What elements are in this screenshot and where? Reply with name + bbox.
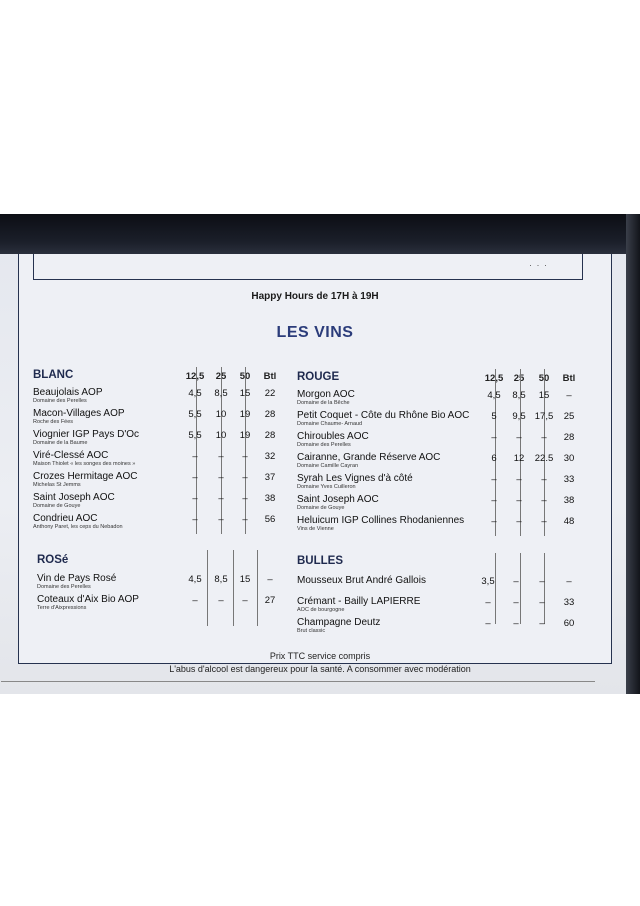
rouge-wine-name: Syrah Les Vignes d'à côté	[297, 473, 413, 484]
blanc-price-Btl: 28	[264, 430, 276, 441]
menu-photo	[0, 214, 640, 694]
blanc-wine-name: Condrieu AOC	[33, 513, 98, 524]
bulles-divider-0	[495, 553, 496, 624]
rose-wine-name: Vin de Pays Rosé	[37, 573, 117, 584]
blanc-col-0: 12,5	[185, 371, 205, 382]
rose-price-12-5: –	[192, 595, 198, 606]
blanc-wine-producer: Domaine des Perelles	[33, 398, 87, 404]
rose-price-12-5: 4,5	[188, 574, 202, 585]
rose-wine-name: Coteaux d'Aix Bio AOP	[37, 594, 139, 605]
blanc-price-25: –	[218, 493, 224, 504]
rouge-price-50: 17,5	[534, 411, 554, 422]
rouge-price-12-5: –	[491, 495, 497, 506]
rouge-price-12-5: 5	[491, 411, 497, 422]
rose-price-50: 15	[239, 574, 251, 585]
blanc-price-25: –	[218, 472, 224, 483]
blanc-price-25: 10	[215, 409, 227, 420]
bulles-price-25: –	[513, 576, 519, 587]
rouge-price-Btl: 33	[563, 474, 575, 485]
blanc-price-12-5: 5,5	[188, 409, 202, 420]
blanc-col-3: Btl	[263, 371, 277, 382]
wine-menu-card	[18, 254, 612, 664]
rouge-price-50: 15	[538, 390, 550, 401]
blanc-wine-name: Viré-Clessé AOC	[33, 450, 109, 461]
bulles-wine-producer: Brut classic	[297, 628, 326, 634]
footer-divider	[1, 681, 595, 682]
blanc-price-12-5: 5,5	[188, 430, 202, 441]
rouge-price-Btl: –	[566, 390, 572, 401]
bulles-price-Btl: 33	[563, 597, 575, 608]
rouge-wine-producer: Domaine Camille Cayran	[297, 463, 359, 469]
rouge-price-25: 8,5	[512, 390, 526, 401]
blanc-price-Btl: 32	[264, 451, 276, 462]
rouge-price-Btl: 38	[563, 495, 575, 506]
rouge-price-Btl: 30	[563, 453, 575, 464]
blanc-price-50: –	[242, 514, 248, 525]
rouge-price-25: –	[516, 432, 522, 443]
rouge-price-25: 12	[513, 453, 525, 464]
rouge-wine-producer: Domaine des Perelles	[297, 442, 351, 448]
bulles-price-25: –	[513, 597, 519, 608]
rouge-price-25: –	[516, 495, 522, 506]
rouge-price-Btl: 28	[563, 432, 575, 443]
bulles-price-Btl: –	[566, 576, 572, 587]
rouge-price-12-5: –	[491, 474, 497, 485]
rouge-wine-producer: Domaine de Gouye	[297, 505, 345, 511]
previous-section-box	[33, 254, 583, 280]
rouge-price-50: –	[541, 495, 547, 506]
blanc-wine-name: Crozes Hermitage AOC	[33, 471, 138, 482]
blanc-col-2: 50	[239, 371, 251, 382]
blanc-price-50: –	[242, 472, 248, 483]
bulles-price-12-5: –	[485, 597, 491, 608]
blanc-wine-name: Macon-Villages AOP	[33, 408, 125, 419]
blanc-price-12-5: –	[192, 514, 198, 525]
rose-divider-2	[257, 550, 258, 626]
rouge-price-Btl: 48	[563, 516, 575, 527]
bulles-wine-name: Champagne Deutz	[297, 617, 381, 628]
rose-wine-producer: Domaine des Perelles	[37, 584, 91, 590]
blanc-price-50: 19	[239, 430, 251, 441]
blanc-wine-producer: Roche des Fées	[33, 419, 74, 425]
rose-price-25: –	[218, 595, 224, 606]
rose-price-25: 8,5	[214, 574, 228, 585]
rose-divider-0	[207, 550, 208, 626]
previous-section-fragment: · · ·	[529, 260, 548, 270]
screen-bezel-right	[626, 214, 640, 694]
bulles-divider-2	[544, 553, 545, 624]
blanc-price-25: –	[218, 451, 224, 462]
blanc-wine-name: Saint Joseph AOC	[33, 492, 115, 503]
bulles-price-12-5: –	[485, 618, 491, 629]
bulles-price-25: –	[513, 618, 519, 629]
bulles-divider-1	[520, 553, 521, 624]
blanc-price-50: 19	[239, 409, 251, 420]
rouge-wine-name: Saint Joseph AOC	[297, 494, 379, 505]
rose-price-50: –	[242, 595, 248, 606]
rouge-wine-name: Morgon AOC	[297, 389, 355, 400]
rouge-wine-name: Heluicum IGP Collines Rhodaniennes	[297, 515, 465, 526]
happy-hours-label: Happy Hours de 17H à 19H	[251, 291, 379, 302]
blanc-price-12-5: 4,5	[188, 388, 202, 399]
blanc-wine-producer: Anthony Paret, les ceps du Nebadon	[33, 524, 123, 530]
blanc-price-50: –	[242, 493, 248, 504]
rouge-price-12-5: 4,5	[487, 390, 501, 401]
rouge-price-25: –	[516, 516, 522, 527]
blanc-price-12-5: –	[192, 472, 198, 483]
blanc-price-Btl: 38	[264, 493, 276, 504]
rose-heading: ROSé	[37, 554, 69, 566]
bulles-price-50: –	[539, 618, 545, 629]
blanc-price-25: 8,5	[214, 388, 228, 399]
rose-price-Btl: –	[267, 574, 273, 585]
bulles-price-50: –	[539, 597, 545, 608]
bulles-price-12-5: 3,5	[481, 576, 495, 587]
screen-bezel	[0, 214, 640, 254]
rouge-wine-producer: Domaine Yves Cuilleron	[297, 484, 356, 490]
blanc-wine-name: Viognier IGP Pays D'Oc	[33, 429, 140, 440]
footer-alcohol-warning: L'abus d'alcool est dangereux pour la santé. A consommer avec modération	[169, 664, 471, 674]
rouge-wine-name: Chiroubles AOC	[297, 431, 369, 442]
rouge-price-25: –	[516, 474, 522, 485]
bulles-wine-producer: AOC de bourgogne	[297, 607, 345, 613]
rouge-price-12-5: –	[491, 432, 497, 443]
blanc-heading: BLANC	[33, 369, 74, 381]
bulles-price-50: –	[539, 576, 545, 587]
rouge-price-25: 9,5	[512, 411, 526, 422]
rose-price-Btl: 27	[264, 595, 276, 606]
blanc-price-50: –	[242, 451, 248, 462]
blanc-price-Btl: 22	[264, 388, 276, 399]
blanc-price-Btl: 37	[264, 472, 276, 483]
rouge-col-0: 12,5	[484, 373, 504, 384]
rouge-price-50: –	[541, 474, 547, 485]
blanc-price-Btl: 28	[264, 409, 276, 420]
bulles-wine-name: Mousseux Brut André Gallois	[297, 575, 426, 586]
rouge-wine-name: Cairanne, Grande Réserve AOC	[297, 452, 441, 463]
bulles-heading: BULLES	[297, 555, 343, 567]
rouge-price-50: –	[541, 432, 547, 443]
rouge-price-12-5: 6	[491, 453, 497, 464]
rouge-price-12-5: –	[491, 516, 497, 527]
rouge-col-1: 25	[513, 373, 525, 384]
footer-price-note: Prix TTC service compris	[269, 651, 371, 661]
rouge-wine-producer: Domaine Chaume- Arnaud	[297, 421, 363, 427]
blanc-wine-producer: Michelas St Jemms	[33, 482, 81, 488]
blanc-wine-producer: Maison Thiolet « les songes des moines »	[33, 461, 136, 467]
blanc-price-12-5: –	[192, 493, 198, 504]
blanc-wine-producer: Domaine de Gouye	[33, 503, 81, 509]
rouge-col-3: Btl	[562, 373, 576, 384]
rouge-wine-producer: Vins de Vienne	[297, 526, 334, 532]
rose-wine-producer: Terre d'Aixpressions	[37, 605, 87, 611]
rouge-wine-name: Petit Coquet - Côte du Rhône Bio AOC	[297, 410, 470, 421]
blanc-wine-producer: Domaine de la Baume	[33, 440, 88, 446]
rouge-heading: ROUGE	[297, 371, 340, 383]
bulles-wine-name: Crémant - Bailly LAPIERRE	[297, 596, 421, 607]
blanc-price-25: –	[218, 514, 224, 525]
blanc-price-Btl: 56	[264, 514, 276, 525]
rose-divider-1	[233, 550, 234, 626]
rouge-price-50: 22.5	[534, 453, 554, 464]
rouge-wine-producer: Domaine de la Bêche	[297, 400, 350, 406]
rouge-price-50: –	[541, 516, 547, 527]
blanc-wine-name: Beaujolais AOP	[33, 387, 103, 398]
menu-title: LES VINS	[276, 324, 354, 341]
bulles-price-Btl: 60	[563, 618, 575, 629]
rouge-col-2: 50	[538, 373, 550, 384]
blanc-price-12-5: –	[192, 451, 198, 462]
rouge-price-Btl: 25	[563, 411, 575, 422]
blanc-price-50: 15	[239, 388, 251, 399]
blanc-price-25: 10	[215, 430, 227, 441]
blanc-col-1: 25	[215, 371, 227, 382]
